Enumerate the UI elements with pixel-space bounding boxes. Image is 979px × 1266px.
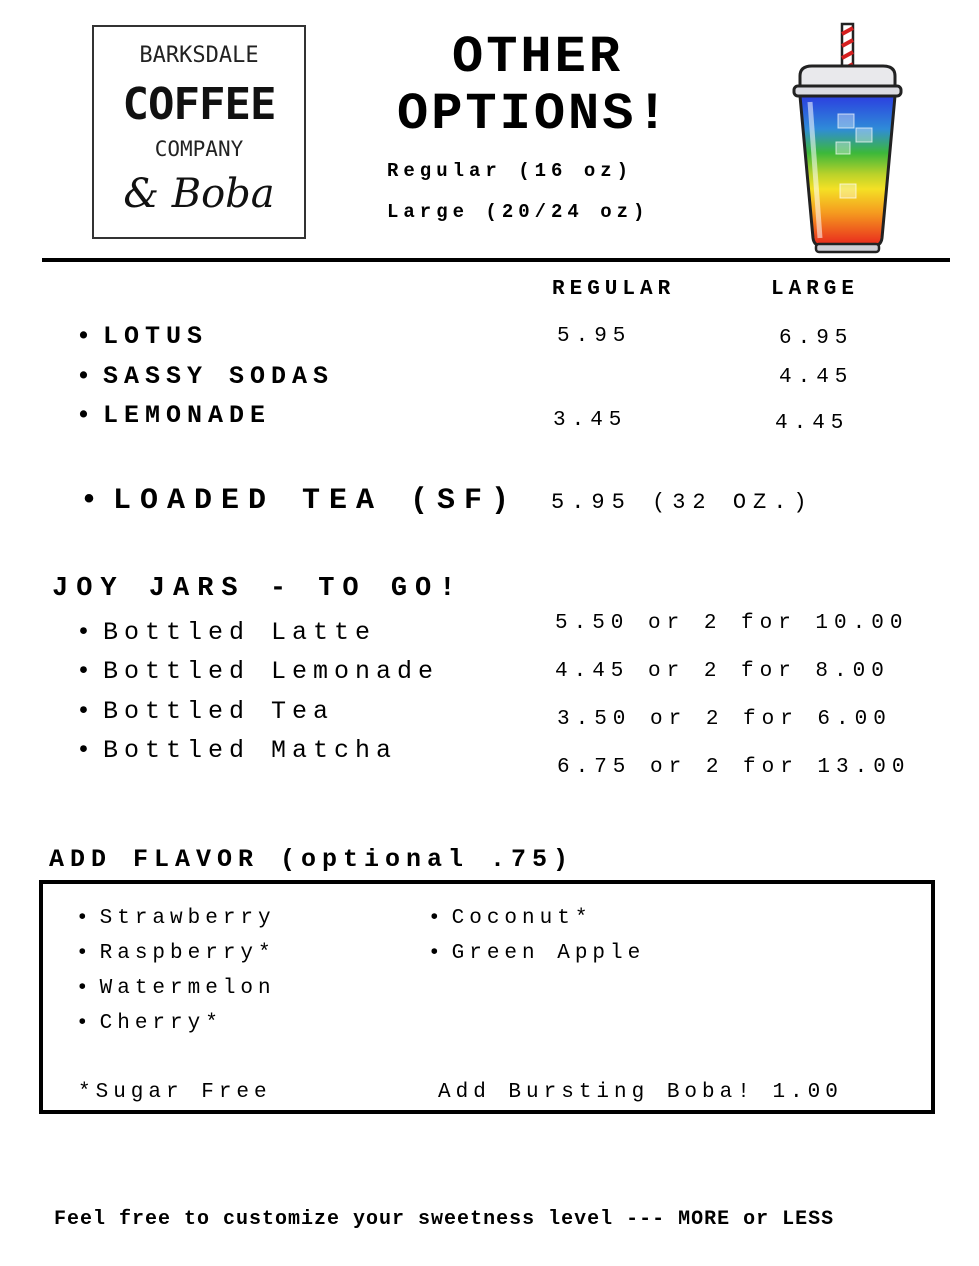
flavor-coconut: • Coconut* — [428, 907, 592, 930]
drink-name-lotus: • LOTUS — [76, 322, 208, 351]
joy-jar-price-lemonade: 4.45 or 2 for 8.00 — [555, 660, 890, 683]
size-large-label: Large (20/24 oz) — [387, 201, 650, 223]
loaded-tea-price: 5.95 (32 OZ.) — [551, 490, 814, 515]
joy-jar-price-tea: 3.50 or 2 for 6.00 — [557, 708, 892, 731]
page-title-line2: OPTIONS! — [397, 85, 671, 144]
drink-price-lotus-regular: 5.95 — [557, 325, 632, 348]
joy-jar-name-lemonade: • Bottled Lemonade — [76, 657, 439, 686]
company-logo — [92, 25, 306, 239]
column-header-large: LARGE — [771, 278, 860, 301]
joy-jar-price-latte: 5.50 or 2 for 10.00 — [555, 612, 909, 635]
joy-jar-price-matcha: 6.75 or 2 for 13.00 — [557, 756, 911, 779]
drink-price-sassy-sodas-large: 4.45 — [779, 366, 854, 389]
drink-price-lotus-large: 6.95 — [779, 327, 854, 350]
drink-name-lemonade: • LEMONADE — [76, 401, 271, 430]
logo-line-coffee: COFFEE — [122, 79, 276, 130]
logo-line-boba: & Boba — [123, 171, 275, 217]
joy-jar-name-latte: • Bottled Latte — [76, 618, 376, 647]
add-flavor-heading: ADD FLAVOR (optional .75) — [49, 845, 575, 874]
joy-jars-heading: JOY JARS - TO GO! — [52, 574, 464, 604]
logo-line-barksdale: BARKSDALE — [139, 43, 259, 68]
loaded-tea-name: • LOADED TEA (SF) — [80, 484, 518, 518]
flavor-strawberry: • Strawberry — [76, 907, 276, 930]
flavor-raspberry: • Raspberry* — [76, 942, 276, 965]
joy-jar-name-tea: • Bottled Tea — [76, 697, 334, 726]
drink-name-sassy-sodas: • SASSY SODAS — [76, 362, 334, 391]
sugar-free-note: *Sugar Free — [78, 1081, 272, 1104]
size-regular-label: Regular (16 oz) — [387, 160, 634, 182]
drink-price-lemonade-large: 4.45 — [775, 412, 850, 435]
logo-line-company: COMPANY — [154, 137, 244, 161]
header-divider — [42, 258, 950, 262]
joy-jar-name-matcha: • Bottled Matcha — [76, 736, 397, 765]
sweetness-footer-note: Feel free to customize your sweetness level --- MORE or LESS — [54, 1208, 835, 1231]
rainbow-boba-cup-icon — [790, 22, 905, 254]
bursting-boba-addon: Add Bursting Boba! 1.00 — [438, 1081, 843, 1104]
column-header-regular: REGULAR — [552, 278, 676, 301]
drink-price-lemonade-regular: 3.45 — [553, 409, 628, 432]
flavor-green-apple: • Green Apple — [428, 942, 645, 965]
flavor-watermelon: • Watermelon — [76, 977, 276, 1000]
page-title-line1: OTHER — [452, 28, 624, 87]
flavor-cherry: • Cherry* — [76, 1012, 223, 1035]
